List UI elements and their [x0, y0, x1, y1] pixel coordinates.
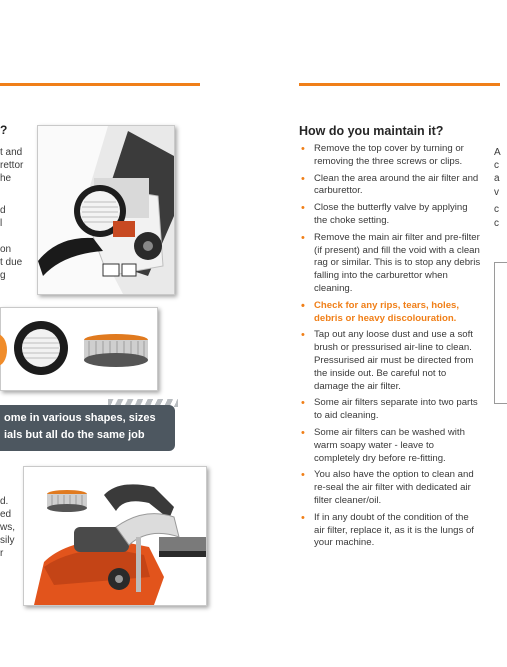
text-fragment: c [494, 204, 499, 215]
chainsaw-engine-illustration [38, 126, 174, 294]
text-fragment: on [0, 244, 12, 255]
air-filter-variants-illustration [1, 308, 157, 390]
list-item: • Clean the area around the air filter and carburettor. [299, 173, 481, 199]
text-fragment: t and [0, 147, 23, 158]
text-fragment: r [0, 548, 4, 559]
list-item: • Remove the top cover by turning or removing the three screws or clips. [299, 143, 481, 169]
list-item-highlight: • Check for any rips, tears, holes, debris or heavy discolouration. [299, 300, 481, 326]
air-filter-photo [37, 125, 175, 295]
list-item: • If in any doubt of the condition of the air filter, replace it, as it is the lungs of your machine. [299, 512, 481, 550]
text-fragment: sily [0, 535, 15, 546]
header-rule-left [0, 83, 200, 86]
header-rule-right [299, 83, 500, 86]
banner-line: ome in various shapes, sizes [4, 412, 156, 424]
list-item: • Some air filters can be washed with warm soapy water - leave to completely dry before re-fitting. [299, 427, 481, 465]
filter-variants-photo [0, 307, 158, 391]
text-fragment: ws, [0, 522, 15, 533]
list-item: • Remove the main air filter and pre-filter (if present) and fill the void with a clean rag or similar. This is to stop any debris falling into the carburettor when cleaning. [299, 232, 481, 296]
text-fragment: a [494, 173, 500, 184]
text-fragment: rettor [0, 160, 24, 171]
text-fragment: c [494, 218, 499, 229]
text-fragment: t due [0, 257, 23, 268]
chainsaw-photo [23, 466, 207, 606]
list-item: • You also have the option to clean and re-seal the air filter with dedicated air filter cleaner/oil. [299, 469, 481, 507]
text-fragment: c [494, 160, 499, 171]
maintenance-steps-list [299, 143, 481, 554]
banner-line: ials but all do the same job [4, 429, 145, 441]
text-fragment: l [0, 218, 3, 229]
section-title: How do you maintain it? [299, 124, 444, 138]
text-fragment: d [0, 205, 6, 216]
text-fragment: A [494, 147, 501, 158]
chainsaw-illustration [24, 467, 206, 605]
left-heading-fragment: ? [0, 123, 8, 137]
info-banner [0, 405, 175, 451]
text-fragment: ed [0, 509, 12, 520]
text-fragment: he [0, 173, 12, 184]
text-fragment: v [494, 187, 499, 198]
list-item: • Tap out any loose dust and use a soft brush or pressurised air-line to clean. Pressurised air must be directed from the inside out. Be careful not to damage the air filter. [299, 329, 481, 393]
list-item: • Close the butterfly valve by applying the choke setting. [299, 202, 481, 228]
text-fragment: d. [0, 496, 9, 507]
text-fragment: g [0, 270, 6, 281]
list-item: • Some air filters separate into two parts to aid cleaning. [299, 397, 481, 423]
cut-off-box [494, 262, 507, 404]
